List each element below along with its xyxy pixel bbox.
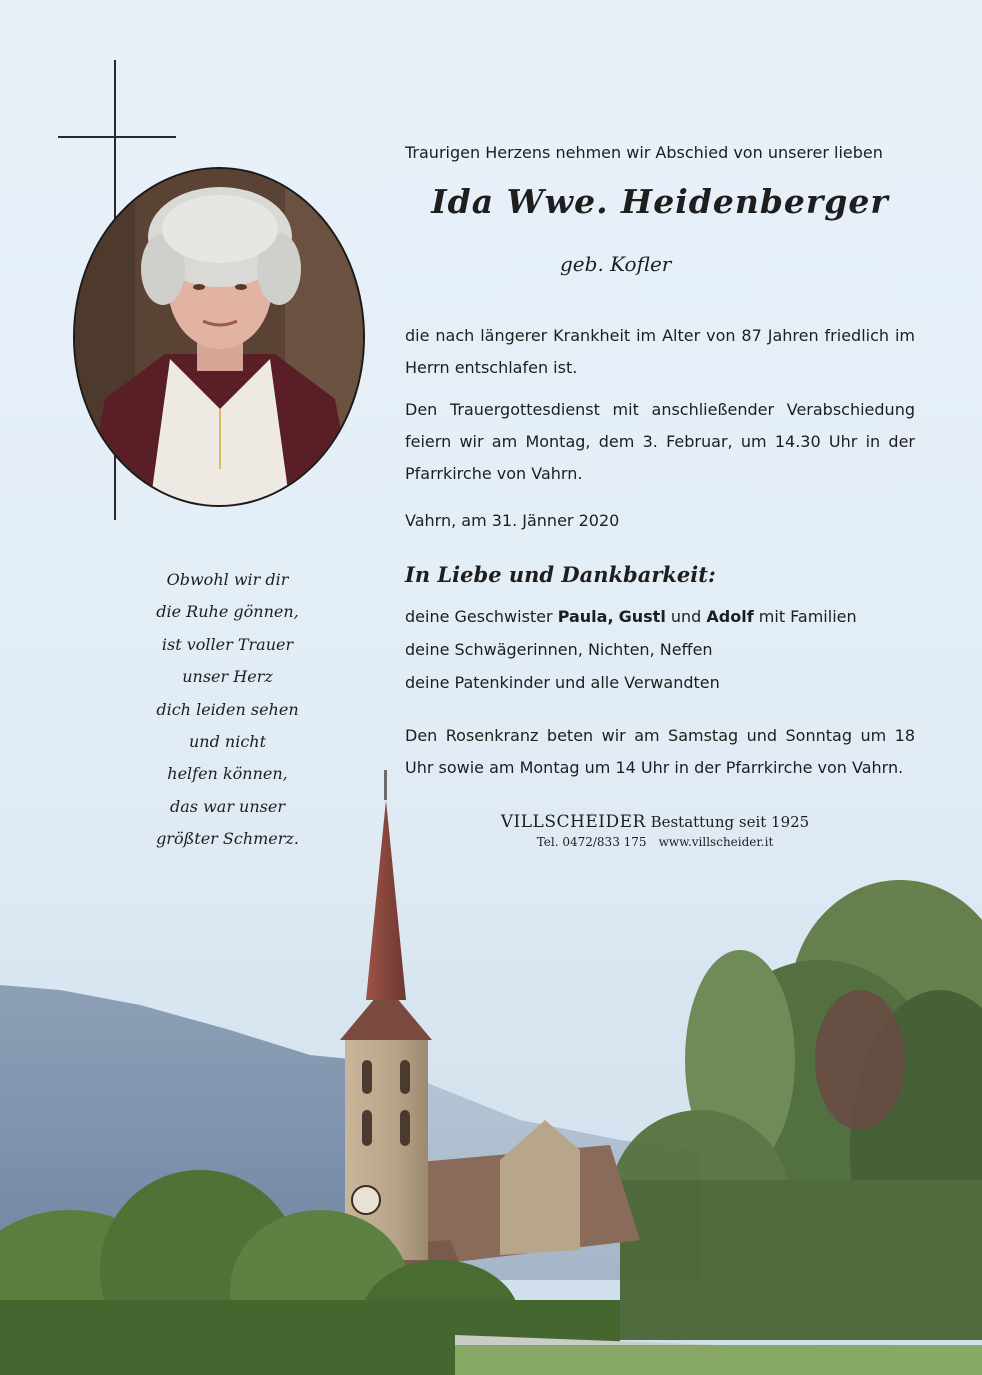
poem-line: ist voller Trauer <box>161 634 294 654</box>
portrait-illustration <box>75 169 363 505</box>
forest-right <box>610 880 982 1340</box>
portrait-photo <box>73 167 365 507</box>
undertaker-block <box>470 812 840 849</box>
siblings-prefix: deine Geschwister <box>405 607 558 626</box>
church-spire <box>366 800 406 1000</box>
sibling-name-paula: Paula, <box>557 607 614 626</box>
mourners-godchildren: deine Patenkinder und alle Verwandten <box>405 673 720 692</box>
poem-line: helfen können, <box>167 764 288 784</box>
undertaker-tagline: Bestattung seit 1925 <box>650 813 810 831</box>
tower-clock <box>352 1186 380 1214</box>
siblings-and: und <box>665 607 707 626</box>
poem-line: Obwohl wir dir <box>166 570 289 589</box>
undertaker-name: VILLSCHEIDER <box>500 812 646 832</box>
mourners-list <box>405 600 915 699</box>
undertaker-phone: Tel. 0472/833 175 <box>536 835 647 849</box>
undertaker-website: www.villscheider.it <box>658 835 774 849</box>
passing-paragraph: die nach längerer Krankheit im Alter von 87 Jahren friedlich im Herrn entschlafen ist. <box>405 326 915 377</box>
poem-line: das war unser <box>170 796 285 816</box>
sibling-name-gustl: Gustl <box>618 607 666 626</box>
deceased-name: Ida Wwe. Heidenberger <box>431 182 889 221</box>
thanks-heading: In Liebe und Dankbarkeit: <box>405 562 716 587</box>
poem-line: unser Herz <box>182 667 273 687</box>
mourners-in-laws: deine Schwägerinnen, Nichten, Neffen <box>405 640 713 659</box>
mourners-siblings <box>405 600 915 633</box>
poem-line: größter Schmerz. <box>156 829 299 849</box>
poem-line: und nicht <box>188 732 267 752</box>
rosary-paragraph: Den Rosenkranz beten wir am Samstag und Sonntag um 18 Uhr sowie am Montag um 14 Uhr in der Pfarrkirche von Vahrn. <box>405 726 915 777</box>
place-and-date: Vahrn, am 31. Jänner 2020 <box>405 511 620 530</box>
intro-text: Traurigen Herzens nehmen wir Abschied von unserer lieben <box>405 143 883 162</box>
sibling-name-adolf: Adolf <box>706 607 754 626</box>
poem-line: die Ruhe gönnen, <box>156 602 299 622</box>
funeral-service-paragraph: Den Trauergottesdienst mit anschließender Verabschiedung feiern wir am Montag, dem 3. Februar, um 14.30 Uhr in der Pfarrkirche von Vahrn. <box>405 400 915 483</box>
cross-horizontal-bar <box>58 136 176 138</box>
maiden-name: geb. Kofler <box>560 252 672 276</box>
memorial-poem <box>115 564 340 856</box>
siblings-suffix: mit Familien <box>753 607 857 626</box>
poem-line: dich leiden sehen <box>156 699 299 719</box>
